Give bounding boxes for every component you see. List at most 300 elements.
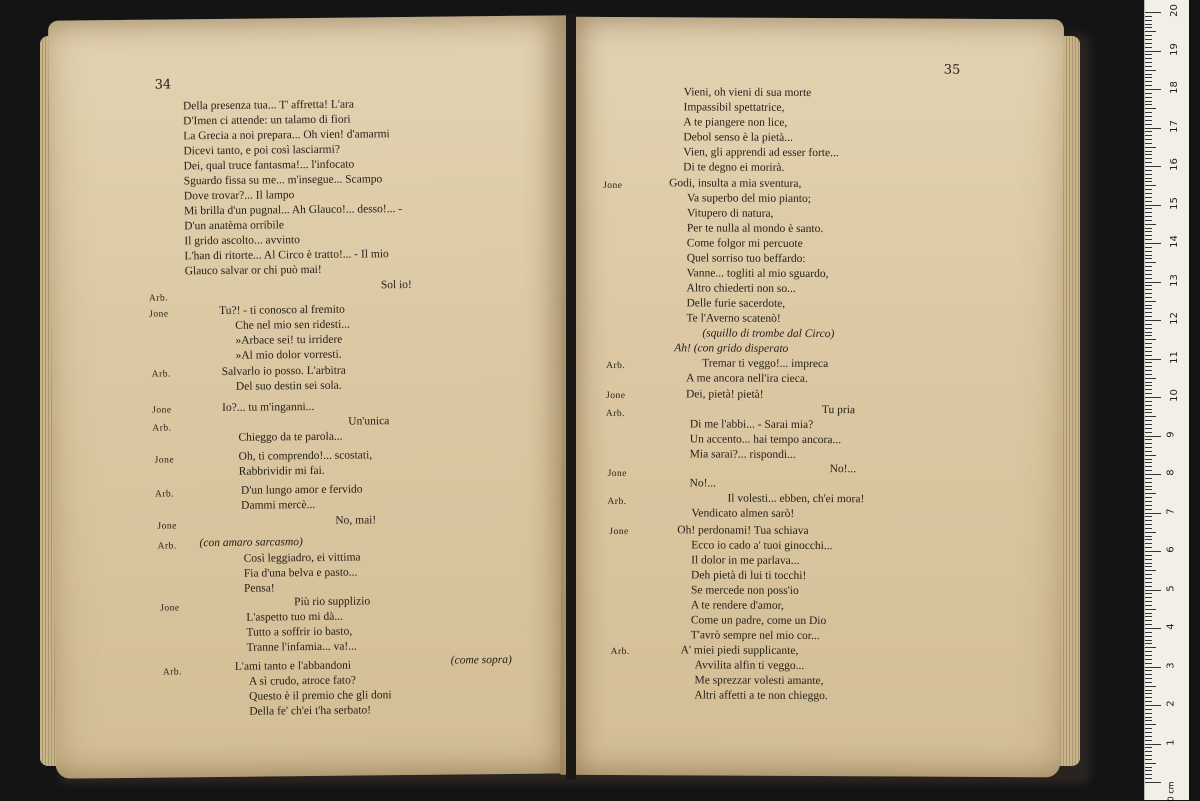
- ruler-tick: [1145, 693, 1152, 694]
- verse-line: La Grecia a noi prepara... Oh vien! d'amarmi: [183, 128, 390, 143]
- ruler-tick: [1145, 486, 1152, 487]
- ruler-tick: [1145, 93, 1152, 94]
- ruler-tick: [1145, 70, 1156, 71]
- ruler-tick: [1145, 489, 1152, 490]
- ruler-mark-label: 7: [1165, 507, 1177, 515]
- verse-line: L'ami tanto e l'abbandoni: [234, 659, 352, 673]
- stage-direction: (con amaro sarcasmo): [199, 536, 303, 550]
- ruler-tick: [1145, 493, 1156, 494]
- verse-line: Oh! perdonami! Tua schiava: [677, 524, 809, 537]
- ruler-tick: [1145, 736, 1152, 737]
- ruler-tick: [1145, 578, 1152, 579]
- ruler-tick: [1145, 27, 1152, 28]
- right-page: [560, 17, 1064, 778]
- ruler-tick: [1145, 362, 1152, 363]
- verse-line: Che nel mio sen ridesti...: [235, 318, 350, 332]
- verse-line: »Arbace sei! tu irridere: [235, 333, 343, 347]
- verse-line: Dicevi tanto, e poi così lasciarmi?: [183, 143, 340, 158]
- verse-line: Come folgor mi percuote: [686, 237, 803, 250]
- ruler-tick: [1145, 389, 1152, 390]
- ruler-tick: [1145, 35, 1152, 36]
- ruler-tick: [1145, 220, 1152, 221]
- ruler-tick: [1145, 528, 1152, 529]
- ruler-tick: [1145, 651, 1152, 652]
- ruler-tick: [1145, 143, 1152, 144]
- ruler-mark-label: 4: [1165, 623, 1177, 630]
- ruler-tick: [1145, 416, 1156, 417]
- ruler-tick: [1145, 447, 1152, 448]
- speaker-label: Arb.: [154, 489, 175, 500]
- ruler-tick: [1145, 636, 1152, 637]
- ruler-mark-label: 17: [1168, 119, 1180, 133]
- verse-line: Vanne... togliti al mio sguardo,: [686, 267, 829, 281]
- ruler-tick: [1145, 239, 1152, 240]
- ruler-tick: [1145, 147, 1156, 148]
- ruler-tick: [1145, 174, 1152, 175]
- speaker-label: Arb.: [162, 667, 183, 678]
- ruler-tick: [1145, 324, 1152, 325]
- ruler-tick: [1145, 767, 1152, 768]
- verse-line: Delle furie sacerdote,: [686, 297, 786, 310]
- verse-line: No!...: [829, 463, 857, 476]
- verse-line: Rabbrividir mi fai.: [238, 464, 325, 478]
- ruler-tick: [1145, 58, 1152, 59]
- ruler-tick: [1145, 686, 1156, 687]
- verse-line: Altri affetti a te non chieggo.: [694, 689, 828, 703]
- ruler-tick: [1145, 705, 1161, 706]
- speaker-label: Jone: [157, 521, 177, 532]
- verse-line: Quel sorriso tuo beffardo:: [686, 252, 806, 265]
- ruler-tick: [1145, 747, 1152, 748]
- verse-line: No, mai!: [335, 514, 377, 527]
- ruler-mark-label: 10: [1168, 389, 1180, 402]
- ruler-tick: [1145, 166, 1161, 167]
- ruler-tick: [1145, 401, 1152, 402]
- ruler-tick: [1145, 351, 1152, 352]
- ruler-tick: [1145, 466, 1152, 467]
- ruler-tick: [1145, 451, 1152, 452]
- ruler-tick: [1145, 293, 1152, 294]
- ruler-tick: [1145, 782, 1161, 783]
- ruler-tick: [1145, 543, 1152, 544]
- ruler-tick: [1145, 713, 1152, 714]
- ruler-tick: [1145, 62, 1152, 63]
- ruler-tick: [1145, 370, 1152, 371]
- ruler-mark-label: 1: [1165, 738, 1177, 746]
- verse-line: Altro chiederti non so...: [686, 282, 796, 295]
- ruler-tick: [1145, 774, 1152, 775]
- ruler-tick: [1145, 89, 1161, 90]
- left-page: [48, 15, 576, 778]
- ruler-tick: [1145, 674, 1152, 675]
- speaker-label: Jone: [160, 603, 180, 614]
- verse-line: Impassibil spettatrice,: [683, 101, 785, 114]
- ruler-tick: [1145, 744, 1161, 745]
- ruler-tick: [1145, 497, 1152, 498]
- ruler-tick: [1145, 513, 1161, 514]
- ruler-tick: [1145, 328, 1152, 329]
- ruler-tick: [1145, 470, 1152, 471]
- ruler-tick: [1145, 474, 1161, 475]
- verse-line: D'un anatèma orribile: [184, 219, 285, 233]
- ruler-tick: [1145, 436, 1161, 437]
- ruler-tick: [1145, 154, 1152, 155]
- ruler-tick: [1145, 301, 1156, 302]
- book-spine: [566, 14, 576, 780]
- ruler-tick: [1145, 385, 1152, 386]
- ruler-tick: [1145, 717, 1152, 718]
- verse-line: Tu?! - ti conosco al fremito: [219, 303, 345, 317]
- verse-line: Vien, gli apprendi ad esser forte...: [683, 146, 839, 160]
- verse-line: A te rendere d'amor,: [690, 599, 784, 612]
- verse-line: Come un padre, come un Dio: [690, 614, 827, 628]
- ruler-tick: [1145, 212, 1152, 213]
- verse-line: A sì crudo, atroce fato?: [248, 674, 357, 688]
- ruler-tick: [1145, 755, 1152, 756]
- ruler-tick: [1145, 224, 1156, 225]
- ruler-tick: [1145, 613, 1152, 614]
- ruler-tick: [1145, 724, 1156, 725]
- verse-line: T'avrò sempre nel mio cor...: [690, 629, 820, 643]
- verse-line: Sol io!: [380, 278, 412, 292]
- ruler-mark-label: 2: [1165, 700, 1177, 707]
- ruler-tick: [1145, 158, 1152, 159]
- ruler-tick: [1145, 282, 1161, 283]
- ruler-tick: [1145, 663, 1152, 664]
- ruler-tick: [1145, 655, 1152, 656]
- ruler-tick: [1145, 51, 1161, 52]
- ruler-mark-label: 18: [1168, 81, 1180, 94]
- speaker-label: Arb.: [152, 423, 172, 434]
- stage-direction: Ah! (con grido disperato: [674, 342, 789, 355]
- ruler-tick: [1145, 701, 1152, 702]
- ruler-tick: [1145, 586, 1152, 587]
- ruler-tick: [1145, 316, 1152, 317]
- verse-line: Della presenza tua... T' affretta! L'ara: [182, 98, 355, 113]
- ruler-tick: [1145, 162, 1152, 163]
- ruler-tick: [1145, 205, 1161, 206]
- ruler-tick: [1145, 601, 1152, 602]
- ruler-tick: [1145, 139, 1152, 140]
- ruler-tick: [1145, 43, 1152, 44]
- verse-line: Tutto a soffrir io basto,: [246, 625, 353, 639]
- ruler-tick: [1145, 424, 1152, 425]
- ruler-tick: [1145, 189, 1152, 190]
- verse-line: Vitupero di natura,: [686, 207, 774, 220]
- ruler-tick: [1145, 308, 1152, 309]
- verse-line: Dei, pietà! pietà!: [685, 388, 764, 401]
- ruler-tick: [1145, 12, 1161, 13]
- ruler-mark-label: 14: [1168, 235, 1180, 248]
- ruler-mark-label: 20: [1168, 4, 1180, 17]
- stage-direction: (come sopra): [450, 653, 512, 667]
- ruler-tick: [1145, 135, 1152, 136]
- verse-line: Della fe' ch'ei t'ha serbato!: [249, 704, 372, 718]
- verse-line: Più rio supplizio: [294, 595, 371, 609]
- speaker-label: Arb.: [606, 360, 626, 372]
- ruler-tick: [1145, 355, 1152, 356]
- ruler-tick: [1145, 770, 1152, 771]
- verse-line: Di me l'abbi... - Sarai mia?: [689, 418, 814, 432]
- ruler-tick: [1145, 740, 1152, 741]
- ruler-tick: [1145, 31, 1156, 32]
- ruler-tick: [1145, 193, 1152, 194]
- speaker-label: Jone: [609, 526, 629, 538]
- ruler-tick: [1145, 393, 1152, 394]
- verse-line: Tranne l'infamia... va!...: [246, 640, 357, 654]
- verse-line: Se mercede non poss'io: [690, 584, 799, 597]
- verse-line: Del suo destin sei sola.: [235, 379, 342, 393]
- verse-line: A' miei piedi supplicante,: [680, 644, 799, 657]
- ruler-tick: [1145, 374, 1152, 375]
- ruler-tick: [1145, 620, 1152, 621]
- ruler-mark-label: 19: [1168, 42, 1180, 56]
- verse-line: D'Imen ci attende: un talamo di fiori: [183, 113, 351, 128]
- ruler-mark-label: 6: [1165, 546, 1177, 553]
- ruler-tick: [1145, 412, 1152, 413]
- ruler-mark-label: 16: [1168, 158, 1180, 171]
- verse-line: A me ancora nell'ira cieca.: [686, 372, 808, 385]
- verse-line: Io?... tu m'inganni...: [222, 400, 315, 414]
- verse-line: Dammi mercè...: [241, 498, 316, 512]
- ruler-tick: [1145, 605, 1152, 606]
- ruler-tick: [1145, 505, 1152, 506]
- ruler-tick: [1145, 285, 1152, 286]
- verse-line: L'han di ritorte... Al Circo è tratto!... - Il mio: [184, 248, 389, 263]
- ruler-tick: [1145, 208, 1152, 209]
- page-number: 35: [943, 62, 961, 78]
- ruler-tick: [1145, 270, 1152, 271]
- ruler-tick: [1145, 231, 1152, 232]
- verse-line: Godi, insulta a mia sventura,: [669, 177, 802, 190]
- speaker-label: Jone: [603, 180, 623, 192]
- ruler-tick: [1145, 116, 1152, 117]
- verse-line: Debol senso è la pietà...: [683, 131, 793, 144]
- ruler-tick: [1145, 131, 1152, 132]
- ruler-tick: [1145, 455, 1156, 456]
- ruler-tick: [1145, 262, 1156, 263]
- ruler-tick: [1145, 509, 1152, 510]
- verse-line: Avvilita alfin ti veggo...: [694, 659, 805, 672]
- ruler-tick: [1145, 332, 1152, 333]
- verse-line: Oh, ti comprendo!... scostati,: [238, 449, 373, 463]
- ruler-tick: [1145, 170, 1152, 171]
- ruler-unit-label: 0 cm: [1166, 781, 1176, 801]
- speaker-label: Arb.: [157, 541, 177, 552]
- verse-line: Vieni, oh vieni di sua morte: [683, 86, 812, 99]
- ruler-tick: [1145, 47, 1152, 48]
- ruler-tick: [1145, 459, 1152, 460]
- verse-line: Dei, qual truce fantasma!... l'infocato: [183, 158, 355, 173]
- verse-line: Per te nulla al mondo è santo.: [686, 222, 824, 236]
- ruler-tick: [1145, 659, 1152, 660]
- verse-line: Glauco salvar or chi può mai!: [184, 263, 322, 278]
- ruler-tick: [1145, 443, 1152, 444]
- ruler-mark-label: 11: [1168, 350, 1180, 364]
- verse-line: Tu pria: [821, 404, 856, 417]
- ruler-tick: [1145, 97, 1152, 98]
- ruler-tick: [1145, 378, 1156, 379]
- ruler-tick: [1145, 343, 1152, 344]
- speaker-label: Arb.: [605, 408, 626, 420]
- speaker-label: Arb.: [610, 646, 630, 658]
- ruler-tick: [1145, 339, 1156, 340]
- ruler-tick: [1145, 643, 1152, 644]
- ruler-tick: [1145, 678, 1152, 679]
- ruler-tick: [1145, 347, 1152, 348]
- ruler-tick: [1145, 697, 1152, 698]
- verse-line: Vendicato almen sarò!: [691, 507, 795, 520]
- verse-line: Dove trovar?... Il lampo: [183, 189, 295, 203]
- ruler-tick: [1145, 670, 1152, 671]
- ruler-tick: [1145, 128, 1161, 129]
- ruler-tick: [1145, 216, 1152, 217]
- ruler-mark-label: 9: [1165, 430, 1177, 438]
- ruler-tick: [1145, 409, 1152, 410]
- verse-line: L'aspetto tuo mi dà...: [246, 610, 343, 624]
- ruler-mark-label: 5: [1165, 584, 1177, 592]
- ruler-tick: [1145, 524, 1152, 525]
- ruler-tick: [1145, 81, 1152, 82]
- ruler-tick: [1145, 235, 1152, 236]
- ruler-tick: [1145, 624, 1152, 625]
- ruler-tick: [1145, 709, 1152, 710]
- verse-line: Tremar ti veggo!... impreca: [702, 357, 829, 371]
- verse-line: Te l'Averno scatenò!: [686, 312, 781, 325]
- ruler-tick: [1145, 547, 1152, 548]
- ruler-tick: [1145, 482, 1152, 483]
- ruler-tick: [1145, 439, 1152, 440]
- verse-line: Così leggiadro, ei vittima: [243, 551, 361, 565]
- ruler-tick: [1145, 405, 1152, 406]
- verse-line: D'un lungo amor e fervido: [240, 483, 363, 497]
- verse-line: Salvarlo io posso. L'arbitra: [221, 364, 346, 378]
- ruler-tick: [1145, 104, 1152, 105]
- speaker-label: Jone: [152, 405, 172, 416]
- verse-line: Il dolor in me parlava...: [691, 554, 800, 567]
- ruler-tick: [1145, 77, 1152, 78]
- ruler-tick: [1145, 559, 1152, 560]
- ruler-tick: [1145, 778, 1152, 779]
- ruler-mark-label: 13: [1168, 273, 1180, 287]
- ruler-tick: [1145, 420, 1152, 421]
- ruler-tick: [1145, 151, 1152, 152]
- ruler-tick: [1145, 516, 1152, 517]
- ruler-tick: [1145, 85, 1152, 86]
- ruler-tick: [1145, 720, 1152, 721]
- verse-line: Un accento... hai tempo ancora...: [689, 433, 842, 447]
- verse-line: Un'unica: [348, 415, 390, 428]
- verse-line: Pensa!: [243, 582, 275, 595]
- ruler-tick: [1145, 647, 1156, 648]
- verse-line: Mi brilla d'un pugnal... Ah Glauco!... desso!... -: [183, 203, 403, 218]
- ruler-tick: [1145, 258, 1152, 259]
- ruler-tick: [1145, 320, 1161, 321]
- ruler-tick: [1145, 616, 1152, 617]
- ruler-tick: [1145, 532, 1156, 533]
- ruler-tick: [1145, 590, 1161, 591]
- ruler-tick: [1145, 593, 1152, 594]
- measurement-ruler: [1144, 0, 1189, 800]
- verse-line: Il grido ascolto... avvinto: [184, 234, 301, 248]
- verse-line: Di te degno ei morirà.: [683, 161, 785, 174]
- ruler-tick: [1145, 228, 1152, 229]
- ruler-mark-label: 12: [1168, 312, 1180, 325]
- ruler-tick: [1145, 197, 1152, 198]
- ruler-tick: [1145, 462, 1152, 463]
- ruler-tick: [1145, 101, 1152, 102]
- speaker-label: Jone: [607, 468, 628, 480]
- ruler-tick: [1145, 432, 1152, 433]
- ruler-tick: [1145, 66, 1152, 67]
- ruler-tick: [1145, 667, 1161, 668]
- ruler-tick: [1145, 297, 1152, 298]
- ruler-tick: [1145, 563, 1152, 564]
- ruler-tick: [1145, 201, 1152, 202]
- verse-line: Me sprezzar volesti amante,: [694, 674, 824, 688]
- ruler-mark-label: 15: [1168, 196, 1180, 210]
- ruler-tick: [1145, 570, 1156, 571]
- ruler-tick: [1145, 24, 1152, 25]
- ruler-tick: [1145, 247, 1152, 248]
- ruler-tick: [1145, 382, 1152, 383]
- ruler-tick: [1145, 690, 1152, 691]
- ruler-tick: [1145, 305, 1152, 306]
- ruler-tick: [1145, 428, 1152, 429]
- verse-line: Fia d'una belva e pasto...: [243, 566, 358, 580]
- speaker-label: Arb.: [607, 496, 627, 508]
- ruler-tick: [1145, 555, 1152, 556]
- ruler-tick: [1145, 255, 1152, 256]
- ruler-tick: [1145, 251, 1152, 252]
- verse-line: Sguardo fissa su me... m'insegue... Scampo: [183, 173, 383, 188]
- ruler-tick: [1145, 397, 1161, 398]
- ruler-tick: [1145, 289, 1152, 290]
- stage-direction: (squillo di trombe dal Circo): [702, 327, 835, 341]
- ruler-mark-label: 3: [1165, 661, 1177, 669]
- verse-line: Va superbo del mio pianto;: [687, 192, 812, 205]
- speaker-label: Arb.: [151, 369, 171, 380]
- ruler-tick: [1145, 178, 1152, 179]
- ruler-tick: [1145, 20, 1152, 21]
- ruler-tick: [1145, 478, 1152, 479]
- ruler-tick: [1145, 682, 1152, 683]
- verse-line: Deh pietà di lui ti tocchi!: [691, 569, 807, 582]
- ruler-tick: [1145, 566, 1152, 567]
- ruler-tick: [1145, 243, 1161, 244]
- ruler-tick: [1145, 609, 1156, 610]
- ruler-mark-label: 8: [1165, 469, 1177, 476]
- ruler-tick: [1145, 597, 1152, 598]
- verse-line: Chieggo da te parola...: [238, 430, 343, 444]
- speaker-label: Jone: [154, 455, 175, 466]
- ruler-tick: [1145, 574, 1152, 575]
- ruler-tick: [1145, 728, 1152, 729]
- ruler-tick: [1145, 278, 1152, 279]
- ruler-tick: [1145, 185, 1156, 186]
- speaker-label: Jone: [149, 309, 169, 320]
- ruler-tick: [1145, 632, 1152, 633]
- verse-line: Il volesti... ebben, ch'ei mora!: [727, 492, 865, 506]
- ruler-tick: [1145, 108, 1156, 109]
- ruler-tick: [1145, 539, 1152, 540]
- ruler-tick: [1145, 181, 1152, 182]
- verse-line: No!...: [689, 477, 717, 490]
- ruler-tick: [1145, 120, 1152, 121]
- ruler-tick: [1145, 124, 1152, 125]
- verse-line: A te piangere non lice,: [683, 116, 788, 129]
- ruler-tick: [1145, 520, 1152, 521]
